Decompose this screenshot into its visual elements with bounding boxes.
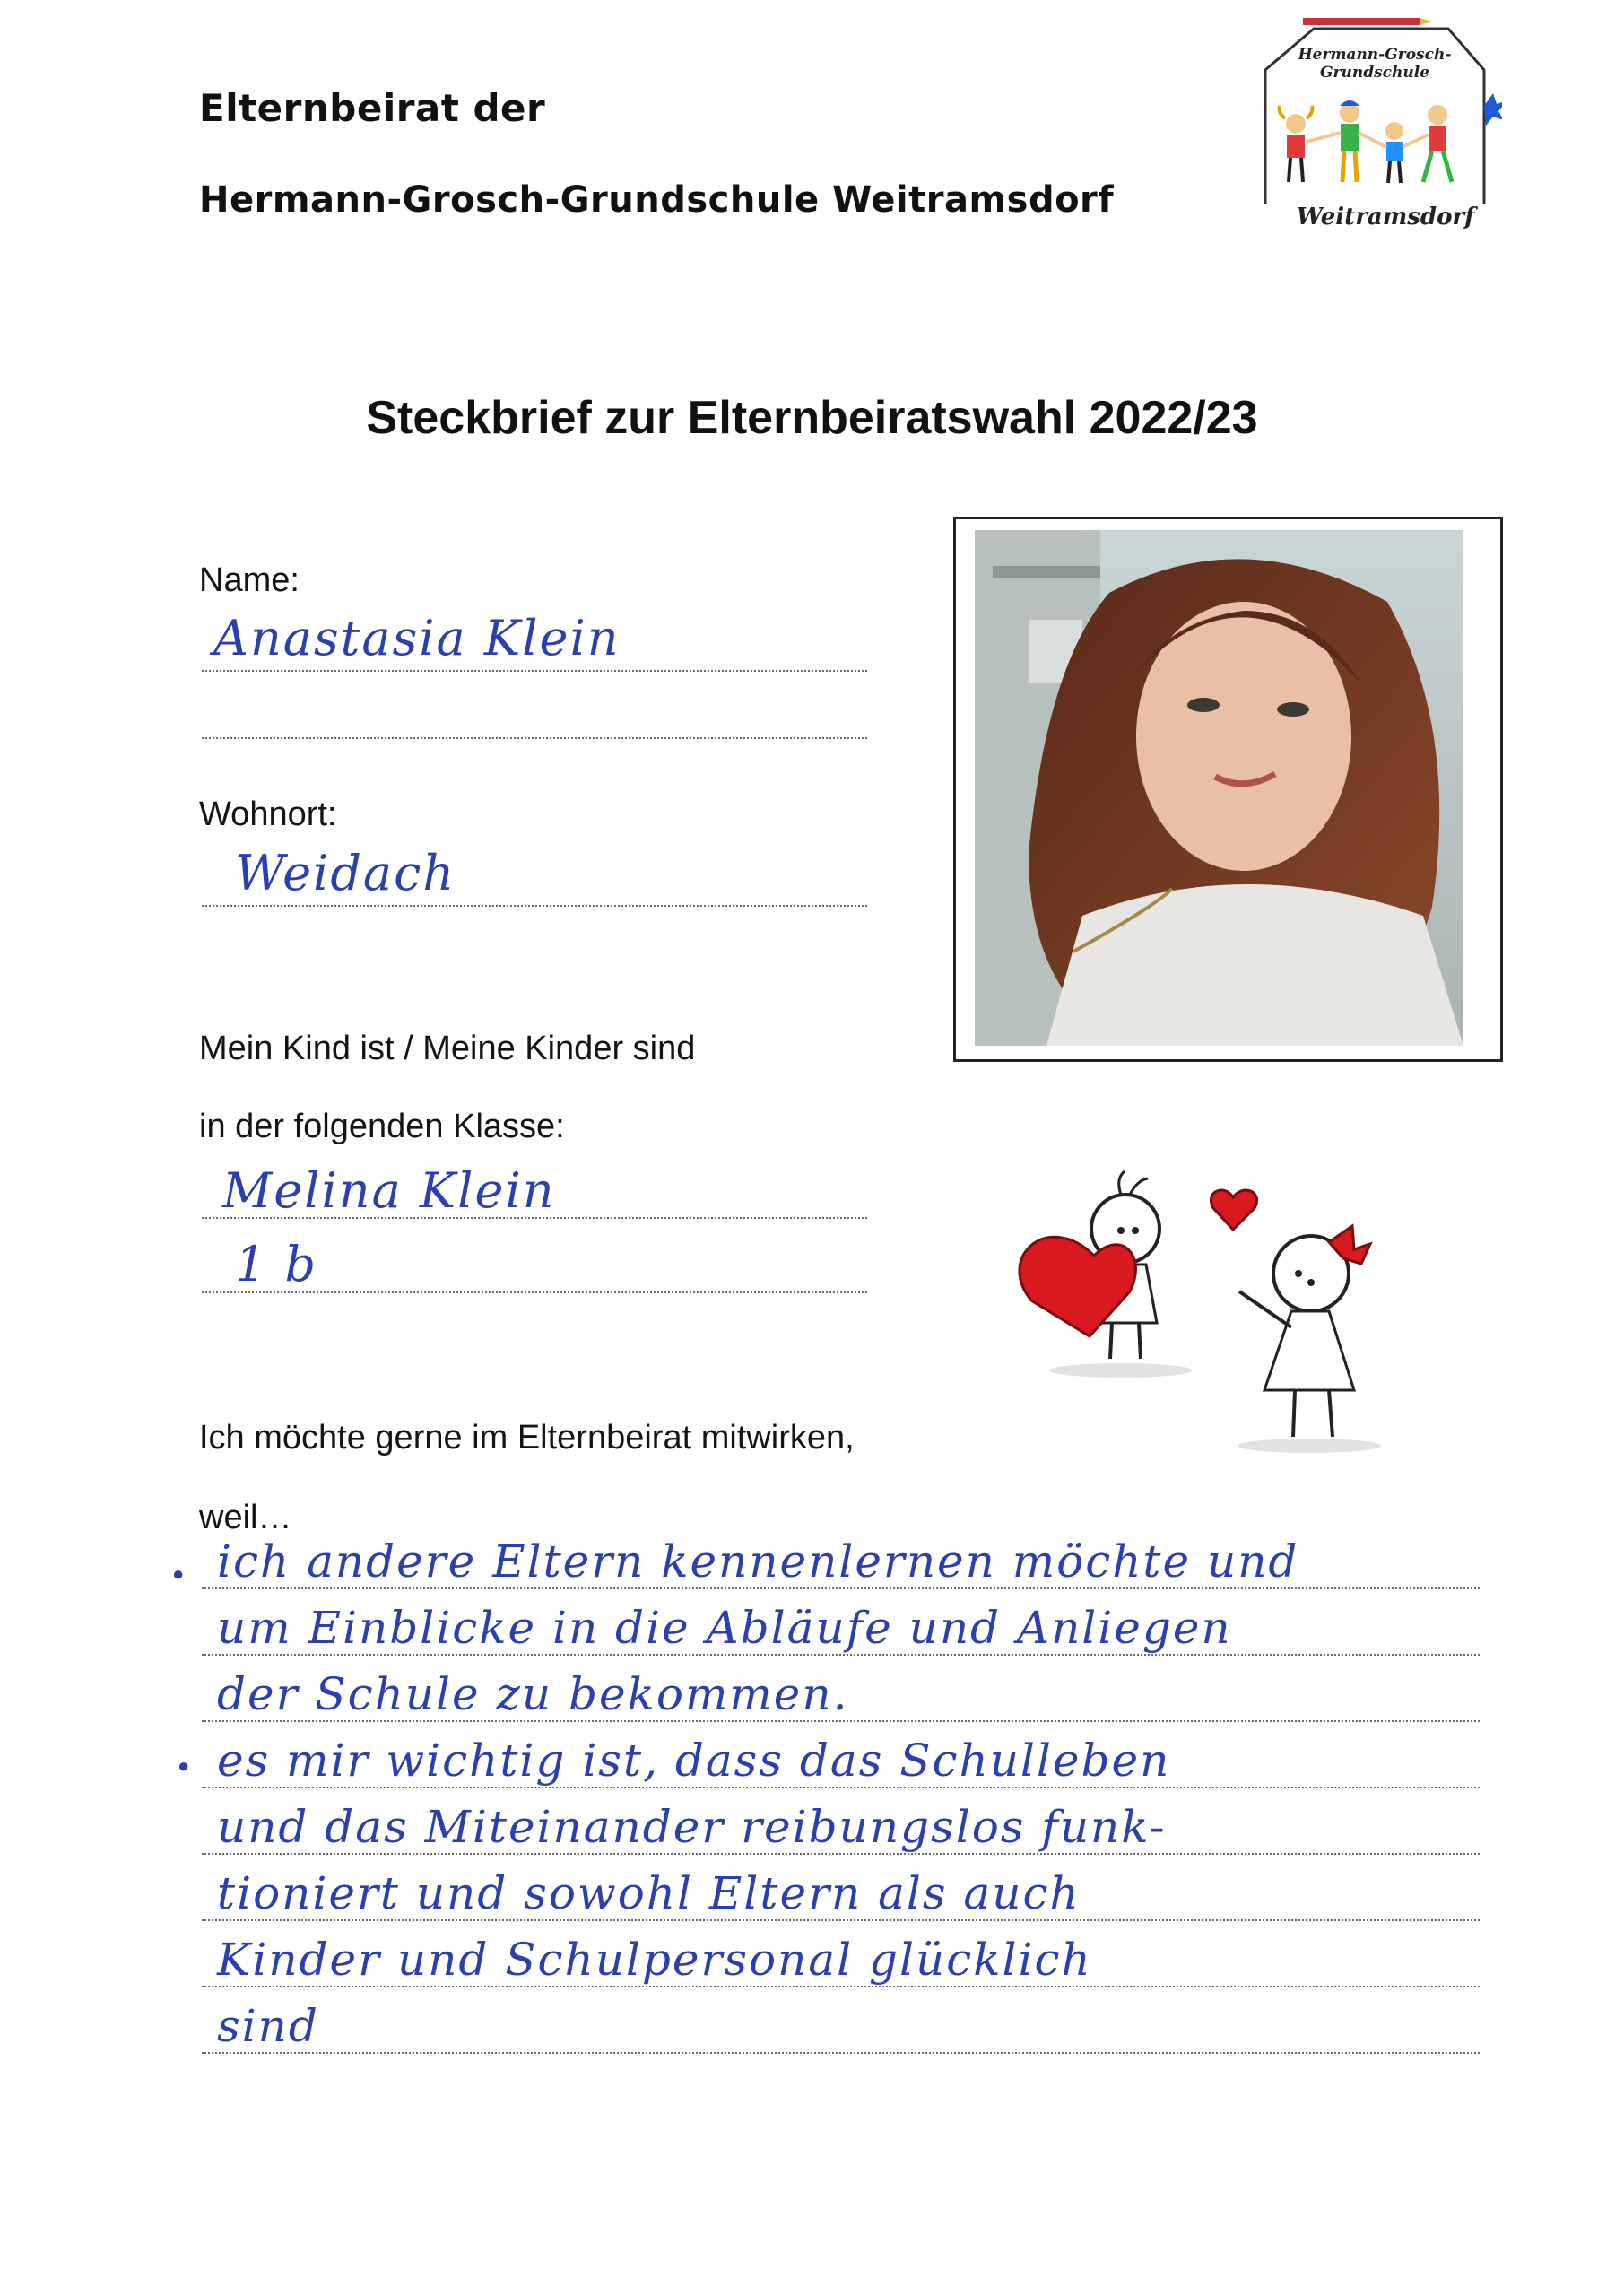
bullet-icon: ● bbox=[172, 1562, 185, 1585]
motivation-rule bbox=[202, 2052, 1480, 2054]
motivation-line: und das Miteinander reibungslos funk- bbox=[217, 1801, 1167, 1853]
name-label: Name: bbox=[199, 561, 300, 599]
name-rule-1 bbox=[202, 670, 867, 672]
motivation-line: Kinder und Schulpersonal glücklich bbox=[217, 1934, 1092, 1986]
motivation-label-line1: Ich möchte gerne im Elternbeirat mitwirken, bbox=[199, 1419, 855, 1457]
class-label-line1: Mein Kind ist / Meine Kinder sind bbox=[199, 1030, 696, 1067]
motivation-line: um Einblicke in die Abläufe und Anliegen bbox=[217, 1602, 1232, 1654]
class-rule-2 bbox=[202, 1292, 867, 1293]
heart-figures-doodle bbox=[995, 1157, 1408, 1462]
wohnort-label: Wohnort: bbox=[199, 796, 337, 833]
class-value: 1 b bbox=[235, 1236, 318, 1292]
motivation-line: es mir wichtig ist, dass das Schulleben bbox=[217, 1735, 1171, 1787]
portrait-photo bbox=[975, 530, 1463, 1046]
motivation-rule bbox=[202, 1919, 1480, 1921]
motivation-line: der Schule zu bekommen. bbox=[217, 1668, 849, 1720]
motivation-rule bbox=[202, 1853, 1480, 1855]
motivation-rule bbox=[202, 1986, 1480, 1987]
logo-text-bottom: Weitramsdorf bbox=[1296, 204, 1475, 230]
logo-text-top: Hermann-Grosch- bbox=[1298, 46, 1452, 64]
motivation-rule bbox=[202, 1787, 1480, 1788]
header-association: Elternbeirat der bbox=[199, 86, 546, 130]
school-logo bbox=[1260, 16, 1502, 240]
motivation-rule bbox=[202, 1720, 1480, 1722]
name-rule-2 bbox=[202, 737, 867, 739]
motivation-rule bbox=[202, 1587, 1480, 1589]
bullet-icon: ● bbox=[178, 1754, 190, 1777]
girl-with-bow-icon bbox=[1211, 1190, 1370, 1437]
wohnort-value: Weidach bbox=[235, 845, 456, 901]
page-title: Steckbrief zur Elternbeiratswahl 2022/23 bbox=[366, 392, 1258, 444]
class-label-line2: in der folgenden Klasse: bbox=[199, 1108, 565, 1145]
boy-with-heart-icon bbox=[1020, 1171, 1159, 1359]
motivation-rule bbox=[202, 1654, 1480, 1656]
name-value: Anastasia Klein bbox=[213, 610, 621, 666]
children-figures-icon bbox=[1280, 93, 1502, 183]
motivation-line: ich andere Eltern kennenlernen möchte und bbox=[217, 1535, 1299, 1587]
child-name-value: Melina Klein bbox=[222, 1162, 556, 1219]
class-rule-1 bbox=[202, 1217, 867, 1219]
logo-text-mid: Grundschule bbox=[1320, 64, 1429, 82]
motivation-line: sind bbox=[217, 2000, 319, 2052]
wohnort-rule bbox=[202, 905, 867, 907]
motivation-label-line2: weil… bbox=[199, 1499, 292, 1536]
header-school-name: Hermann-Grosch-Grundschule Weitramsdorf bbox=[199, 179, 1115, 221]
motivation-line: tioniert und sowohl Eltern als auch bbox=[217, 1867, 1081, 1919]
